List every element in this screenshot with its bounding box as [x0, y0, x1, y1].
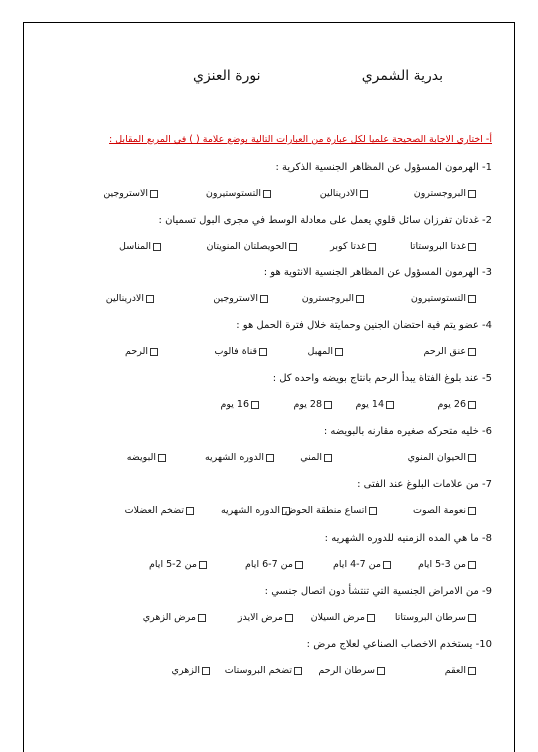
option-3[interactable]: [206, 188, 273, 199]
checkbox-icon[interactable]: [324, 454, 332, 462]
option-1[interactable]: [437, 399, 478, 410]
option-label: نعومة الصوت: [413, 505, 466, 516]
checkbox-icon[interactable]: [285, 614, 293, 622]
checkbox-icon[interactable]: [383, 561, 391, 569]
option-label: قناة فالوب: [214, 346, 257, 357]
option-4[interactable]: [143, 612, 208, 623]
instruction-text: أ- اختاري الاجابة الصحيحة علميا لكل عبارة من العبارات التالية بوضع علامة ( ) في المربع المقابل :: [109, 134, 492, 145]
option-1[interactable]: [445, 665, 478, 676]
option-1[interactable]: [418, 559, 478, 570]
checkbox-icon[interactable]: [369, 507, 377, 515]
option-label: الدوره الشهريه: [204, 452, 264, 463]
option-2[interactable]: [302, 293, 366, 304]
question-4-options: [50, 346, 478, 360]
question-9: 9- من الامراض الجنسية التي تنتشأ دون اتصال جنسي :: [264, 586, 492, 597]
option-3[interactable]: [213, 293, 270, 304]
checkbox-icon[interactable]: [289, 243, 297, 251]
checkbox-icon[interactable]: [468, 507, 476, 515]
question-7-options: [50, 505, 478, 519]
option-1[interactable]: [413, 505, 478, 516]
student-name-1: بدرية الشمري: [361, 68, 443, 84]
option-label: مرض الايدز: [237, 612, 283, 623]
checkbox-icon[interactable]: [386, 401, 394, 409]
option-label: الحويصلتان المنويتان: [206, 241, 287, 252]
option-label: البروجسترون: [301, 293, 354, 304]
option-label: الادرينالين: [319, 188, 358, 199]
question-7: 7- من علامات البلوغ عند الفتى :: [357, 479, 492, 490]
option-label: تضخم البروستات: [224, 665, 292, 676]
checkbox-icon[interactable]: [198, 614, 206, 622]
checkbox-icon[interactable]: [356, 295, 364, 303]
question-9-options: [50, 612, 478, 626]
checkbox-icon[interactable]: [251, 401, 259, 409]
student-names: [0, 68, 538, 92]
option-4[interactable]: [125, 346, 160, 357]
checkbox-icon[interactable]: [259, 348, 267, 356]
option-label: من 3-5 ايام: [418, 559, 466, 570]
option-label: الزهري: [171, 665, 200, 676]
option-label: من 7-4 ايام: [333, 559, 381, 570]
option-4[interactable]: [149, 559, 209, 570]
option-4[interactable]: [125, 505, 196, 516]
question-3: 3- الهرمون المسؤول عن المظاهر الجنسية الانثوية هو :: [263, 267, 492, 278]
option-label: الدوره الشهريه: [220, 505, 280, 516]
option-2[interactable]: [320, 188, 370, 199]
checkbox-icon[interactable]: [199, 561, 207, 569]
option-label: الحيوان المنوي: [407, 452, 466, 463]
checkbox-icon[interactable]: [186, 507, 194, 515]
checkbox-icon[interactable]: [324, 401, 332, 409]
option-4[interactable]: [119, 241, 163, 252]
option-2[interactable]: [355, 399, 396, 410]
option-4[interactable]: [220, 399, 261, 410]
question-1: 1- الهرمون المسؤول عن المظاهر الجنسية الذكرية :: [275, 162, 492, 173]
option-label: المني: [300, 452, 322, 463]
checkbox-icon[interactable]: [335, 348, 343, 356]
option-label: سرطان الرحم: [318, 665, 375, 676]
question-3-options: [50, 293, 478, 307]
checkbox-icon[interactable]: [266, 454, 274, 462]
checkbox-icon[interactable]: [468, 243, 476, 251]
option-label: البروجسترون: [413, 188, 466, 199]
option-2[interactable]: [308, 346, 345, 357]
checkbox-icon[interactable]: [468, 295, 476, 303]
checkbox-icon[interactable]: [367, 614, 375, 622]
option-label: من 7-6 ايام: [245, 559, 293, 570]
option-label: 26 يوم: [437, 399, 466, 410]
option-label: المناسل: [119, 241, 151, 252]
checkbox-icon[interactable]: [150, 348, 158, 356]
option-3[interactable]: [293, 399, 334, 410]
student-name-2: نورة العنزي: [193, 68, 261, 84]
option-label: سرطان البروستاتا: [394, 612, 466, 623]
question-5-options: [50, 399, 478, 413]
checkbox-icon[interactable]: [377, 667, 385, 675]
option-4[interactable]: [127, 452, 168, 463]
option-label: 14 يوم: [355, 399, 384, 410]
option-label: الاستروجين: [213, 293, 258, 304]
question-2: 2- غدتان تفرزان سائل قلوي يعمل على معادلة الوسط في مجرى البول تسميان :: [158, 215, 492, 226]
option-label: 16 يوم: [220, 399, 249, 410]
checkbox-icon[interactable]: [468, 348, 476, 356]
checkbox-icon[interactable]: [360, 190, 368, 198]
checkbox-icon[interactable]: [294, 667, 302, 675]
option-3[interactable]: [206, 241, 299, 252]
option-label: المهبل: [307, 346, 333, 357]
option-2[interactable]: [285, 505, 379, 516]
option-label: الرحم: [125, 346, 148, 357]
option-label: غدتا كوبر: [330, 241, 366, 252]
checkbox-icon[interactable]: [468, 401, 476, 409]
option-3[interactable]: [245, 559, 305, 570]
option-label: الادرينالين: [105, 293, 144, 304]
question-4: 4- عضو يتم فية احتضان الجنين وحمايتة خلال فترة الحمل هو :: [236, 320, 492, 331]
checkbox-icon[interactable]: [263, 190, 271, 198]
question-10-options: [50, 665, 478, 679]
option-label: مرض الزهري: [142, 612, 196, 623]
option-label: تضخم العضلات: [124, 505, 184, 516]
option-label: 28 يوم: [293, 399, 322, 410]
checkbox-icon[interactable]: [468, 561, 476, 569]
option-3[interactable]: [238, 612, 295, 623]
option-label: اتساع منطقة الحوض: [284, 505, 367, 516]
checkbox-icon[interactable]: [368, 243, 376, 251]
option-label: الاستروجين: [103, 188, 148, 199]
checkbox-icon[interactable]: [468, 190, 476, 198]
question-8: 8- ما هي المده الزمنيه للدوره الشهريه :: [324, 533, 492, 544]
checkbox-icon[interactable]: [146, 295, 154, 303]
option-label: التستوستيرون: [410, 293, 466, 304]
option-1[interactable]: [411, 293, 478, 304]
option-4[interactable]: [106, 293, 156, 304]
checkbox-icon[interactable]: [468, 454, 476, 462]
option-1[interactable]: [408, 452, 478, 463]
option-3[interactable]: [221, 505, 292, 516]
question-2-options: [50, 241, 478, 255]
option-1[interactable]: [410, 241, 478, 252]
question-6: 6- خليه متحركه صغيره مقارنه بالبويضه :: [323, 426, 492, 437]
checkbox-icon[interactable]: [468, 614, 476, 622]
option-3[interactable]: [215, 346, 269, 357]
checkbox-icon[interactable]: [158, 454, 166, 462]
question-10: 10- يستخدم الاخصاب الصناعي لعلاج مرض :: [306, 639, 492, 650]
option-2[interactable]: [330, 241, 378, 252]
option-label: التستوستيرون: [205, 188, 261, 199]
question-8-options: [50, 559, 478, 573]
option-1[interactable]: [395, 612, 478, 623]
question-6-options: [50, 452, 478, 466]
option-4[interactable]: [172, 665, 212, 676]
option-3[interactable]: [225, 665, 304, 676]
checkbox-icon[interactable]: [295, 561, 303, 569]
checkbox-icon[interactable]: [150, 190, 158, 198]
checkbox-icon[interactable]: [153, 243, 161, 251]
option-label: مرض السيلان: [310, 612, 365, 623]
checkbox-icon[interactable]: [468, 667, 476, 675]
option-2[interactable]: [333, 559, 393, 570]
option-label: غدتا البروستاتا: [409, 241, 466, 252]
option-2[interactable]: [311, 612, 377, 623]
question-5: 5- عند بلوغ الفتاة يبدأ الرحم بانتاج بويضه واحده كل :: [272, 373, 492, 384]
checkbox-icon[interactable]: [202, 667, 210, 675]
option-label: العقم: [444, 665, 466, 676]
question-1-options: [50, 188, 478, 202]
checkbox-icon[interactable]: [282, 507, 290, 515]
option-1[interactable]: [414, 188, 478, 199]
option-3[interactable]: [205, 452, 276, 463]
checkbox-icon[interactable]: [260, 295, 268, 303]
option-4[interactable]: [103, 188, 160, 199]
option-1[interactable]: [424, 346, 478, 357]
option-label: البويضه: [126, 452, 156, 463]
option-2[interactable]: [300, 452, 334, 463]
option-label: من 2-5 ايام: [149, 559, 197, 570]
option-label: عنق الرحم: [423, 346, 466, 357]
option-2[interactable]: [318, 665, 387, 676]
